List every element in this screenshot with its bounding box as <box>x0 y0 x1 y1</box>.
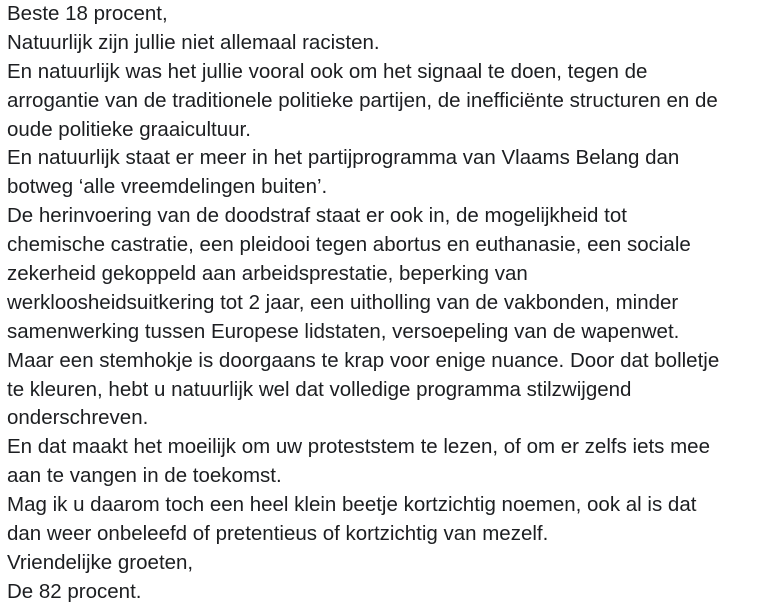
paragraph-line: werkloosheidsuitkering tot 2 jaar, een uitholling van de vakbonden, minder <box>7 290 679 314</box>
paragraph-line: zekerheid gekoppeld aan arbeidsprestatie, beperking van <box>7 262 528 286</box>
paragraph-line: En natuurlijk staat er meer in het partijprogramma van Vlaams Belang dan <box>7 146 680 170</box>
paragraph-line: chemische castratie, een pleidooi tegen abortus en euthanasie, een sociale <box>7 233 691 257</box>
letter-greeting: Beste 18 procent, <box>7 2 168 25</box>
paragraph-line: oude politieke graaicultuur. <box>7 117 251 141</box>
paragraph-shortsighted <box>7 491 754 549</box>
paragraph-not-racists <box>7 29 754 58</box>
paragraph-line: Natuurlijk zijn jullie niet allemaal racisten. <box>7 30 380 54</box>
paragraph-protest-vote <box>7 433 754 491</box>
paragraph-protest-signal <box>7 58 754 145</box>
paragraph-line: En dat maakt het moeilijk om uw proteststem te lezen, of om er zelfs iets mee <box>7 435 710 459</box>
paragraph-line: Mag ik u daarom toch een heel klein beetje kortzichtig noemen, ook al is dat <box>7 493 697 517</box>
paragraph-line: botweg ‘alle vreemdelingen buiten’. <box>7 175 328 199</box>
paragraph-line: arrogantie van de traditionele politieke partijen, de inefficiënte structuren en de <box>7 88 718 112</box>
paragraph-line: onderschreven. <box>7 406 149 430</box>
paragraph-line: En natuurlijk was het jullie vooral ook om het signaal te doen, tegen de <box>7 59 648 83</box>
paragraph-line: De herinvoering van de doodstraf staat er ook in, de mogelijkheid tot <box>7 204 627 228</box>
letter-signature: De 82 procent. <box>7 579 142 603</box>
paragraph-party-programme <box>7 144 754 202</box>
paragraph-programme-items <box>7 202 754 346</box>
paragraph-voting-booth <box>7 347 754 434</box>
letter-closing: Vriendelijke groeten, <box>7 550 194 574</box>
paragraph-line: Maar een stemhokje is doorgaans te krap voor enige nuance. Door dat bolletje <box>7 348 720 372</box>
paragraph-line: dan weer onbeleefd of pretentieus of kortzichtig van mezelf. <box>7 522 549 546</box>
paragraph-line: aan te vangen in de toekomst. <box>7 464 282 488</box>
paragraph-line: te kleuren, hebt u natuurlijk wel dat volledige programma stilzwijgend <box>7 377 632 401</box>
paragraph-line: samenwerking tussen Europese lidstaten, versoepeling van de wapenwet. <box>7 319 680 343</box>
